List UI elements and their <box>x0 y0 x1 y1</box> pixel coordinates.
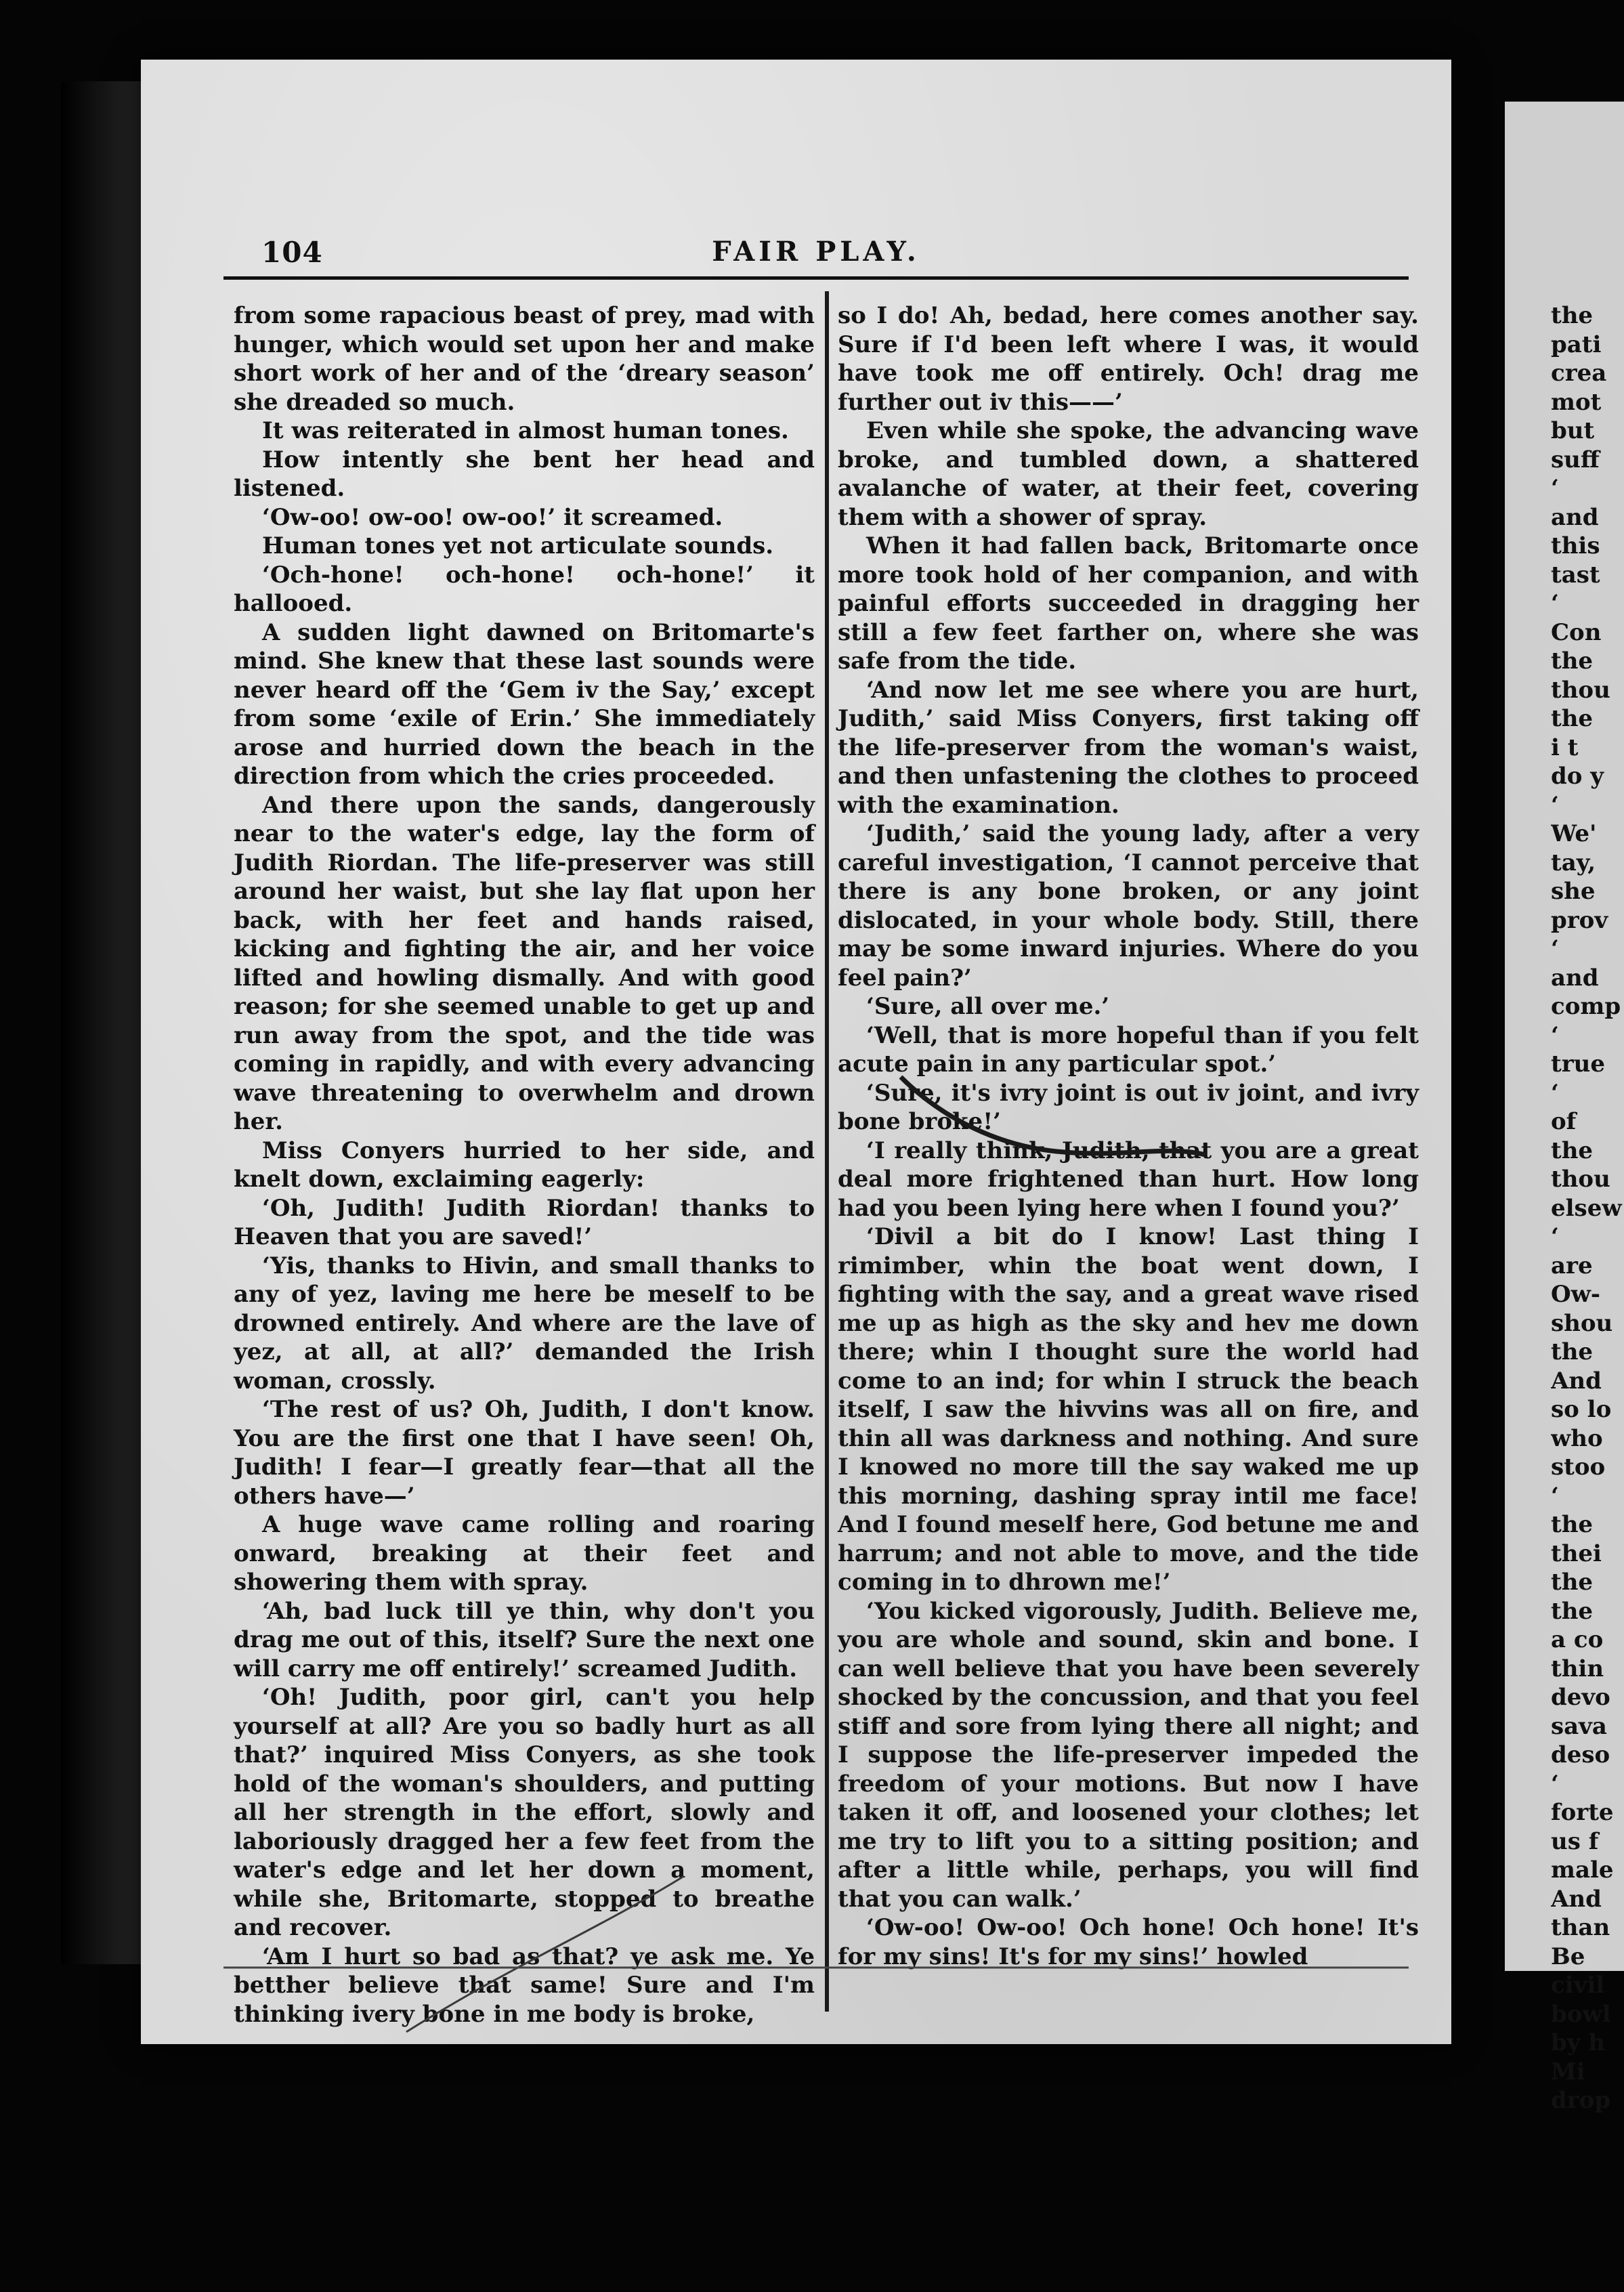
paragraph: ‘Yis, thanks to Hivin, and small thanks to any of yez, laving me here be meself to be drowned entirely. And where are the lave of yez, at all, at all?’ demanded the Irish woman, crossly. <box>234 1252 815 1395</box>
fragment-line: thei <box>1551 1540 1602 1567</box>
paragraph: ‘I really think, Judith, that you are a great deal more frightened than hurt. How long had you been lying here when I found you?’ <box>838 1137 1419 1222</box>
paragraph: ‘You kicked vigorously, Judith. Believe me, you are whole and sound, skin and bone. I can well believe that you have been severely shocked by the concussion, and that you feel stiff and sore from lying there all night; and I suppose the life-preserver impeded the freedom of your motions. But now I have taken it off, and loosened your clothes; let me try to lift you to a sitting position; and after a little while, perhaps, you will find that you can walk.’ <box>838 1597 1419 1913</box>
fragment-line: a co <box>1551 1626 1604 1653</box>
fragment-line: devo <box>1551 1684 1610 1711</box>
fragment-line: are <box>1551 1252 1593 1279</box>
fragment-line: forte <box>1551 1799 1614 1826</box>
fragment-line: and <box>1551 964 1599 992</box>
fragment-line: us f <box>1551 1827 1599 1855</box>
paragraph: Miss Conyers hurried to her side, and knelt down, exclaiming eagerly: <box>234 1137 815 1193</box>
fragment-line: ‘ <box>1551 1223 1559 1250</box>
paragraph: ‘Am I hurt so bad as that? ye ask me. Ye betther believe that same! Sure and I'm thinking ivery bone in me body is broke, <box>234 1943 815 2028</box>
running-head: FAIR PLAY. <box>712 236 920 268</box>
fragment-line: tay, <box>1551 849 1596 876</box>
column-rule <box>825 291 829 2012</box>
paragraph: ‘And now let me see where you are hurt, Judith,’ said Miss Conyers, first taking off the life-preserver from the woman's waist, and then unfastening the clothes to proceed with the examination. <box>838 676 1419 819</box>
fragment-line: male <box>1551 1856 1614 1884</box>
fragment-line: pati <box>1551 331 1602 358</box>
header-rule <box>223 276 1409 280</box>
paragraph: ‘Sure, it's ivry joint is out iv joint, and ivry bone broke!’ <box>838 1079 1419 1135</box>
fragment-line: elsew <box>1551 1194 1622 1222</box>
fragment-line: ‘ <box>1551 935 1559 962</box>
fragment-line: thin <box>1551 1655 1604 1682</box>
fragment-line: ‘ <box>1551 791 1559 819</box>
fragment-line: deso <box>1551 1741 1610 1768</box>
fragment-line: stoo <box>1551 1453 1606 1481</box>
fragment-line: the <box>1551 1338 1594 1365</box>
fragment-line: Mi <box>1551 2058 1585 2085</box>
paragraph: It was reiterated in almost human tones. <box>262 417 789 444</box>
paragraph: Even while she spoke, the advancing wave broke, and tumbled down, a shattered avalanche of water, at their feet, covering them with a shower of spray. <box>838 417 1419 531</box>
fragment-line: ‘ <box>1551 1482 1559 1510</box>
fragment-line: sava <box>1551 1712 1607 1740</box>
paragraph: A sudden light dawned on Britomarte's mind. She knew that these last sounds were never heard off the ‘Gem iv the Say,’ except from some ‘exile of Erin.’ She immediately arose and hurried down the beach in the direction from which the cries proceeded. <box>234 618 815 790</box>
paragraph: ‘Judith,’ said the young lady, after a very careful investigation, ‘I cannot perceive that there is any bone broken, or any joint dislocated, in your whole body. Still, there may be some inward injuries. Where do you feel pain?’ <box>838 820 1419 992</box>
fragment-line: the <box>1551 1511 1594 1538</box>
paragraph: ‘The rest of us? Oh, Judith, I don't know. You are the first one that I have seen! Oh, Judith! I fear—I greatly fear—that all the others have—’ <box>234 1396 815 1510</box>
right-column <box>838 301 1419 1971</box>
fragment-line: i t <box>1551 734 1579 761</box>
paragraph: ‘Och-hone! och-hone! och-hone!’ it hallooed. <box>234 561 815 617</box>
paragraph: Human tones yet not articulate sounds. <box>262 532 774 559</box>
paragraph: ‘Divil a bit do I know! Last thing I rimimber, whin the boat went down, I fighting with the say, and a great wave rised me up as high as the sky and hev me down there; whin I thought sure the world had come to an ind; for whin I struck the beach itself, I saw the hivvins was all on fire, and thin all was darkness and nothing. And sure I knowed no more till the say waked me up this morning, dashing spray intil me face! And I found meself here, God betune me and harrum; and not able to move, and the tide coming in to dhrown me!’ <box>838 1223 1419 1596</box>
paragraph: And there upon the sands, dangerously near to the water's edge, lay the form of Judith Riordan. The life-preserver was still around her waist, but she lay flat upon her back, with her feet and hands raised, kicking and fighting the air, and her voice lifted and howling dismally. And with good reason; for she seemed unable to get up and run away from the spot, and the tide was coming in rapidly, and with every advancing wave threatening to overwhelm and drown her. <box>234 791 815 1135</box>
fragment-line: civil <box>1551 1972 1605 1999</box>
fragment-line: shou <box>1551 1309 1613 1337</box>
fragment-line: bowl <box>1551 2000 1611 2028</box>
page-number: 104 <box>261 236 323 269</box>
fragment-line: Con <box>1551 618 1602 646</box>
fragment-line: ‘ <box>1551 1079 1559 1107</box>
paragraph: ‘Sure, all over me.’ <box>866 993 1110 1020</box>
fragment-line: comp <box>1551 993 1621 1020</box>
fragment-line: prov <box>1551 906 1608 934</box>
fragment-line: crea <box>1551 360 1607 387</box>
paragraph: so I do! Ah, bedad, here comes another say. Sure if I'd been left where I was, it would have took me off entirely. Och! drag me further out iv this——’ <box>838 302 1419 416</box>
fragment-line: and <box>1551 503 1599 531</box>
fragment-line: tast <box>1551 561 1600 589</box>
fragment-line: thou <box>1551 1166 1610 1193</box>
fragment-line: We' <box>1551 820 1597 847</box>
paragraph: When it had fallen back, Britomarte once more took hold of her companion, and with painful efforts succeeded in dragging her still a few feet farther on, where she was safe from the tide. <box>838 532 1419 675</box>
fragment-line: true <box>1551 1050 1605 1078</box>
fragment-line: mot <box>1551 388 1602 416</box>
fragment-line: suff <box>1551 446 1600 473</box>
paragraph: A huge wave came rolling and roaring onward, breaking at their feet and showering them with spray. <box>234 1511 815 1596</box>
fragment-line: the <box>1551 648 1594 675</box>
fragment-line: And <box>1551 1885 1602 1913</box>
fragment-line: so lo <box>1551 1396 1612 1423</box>
fragment-line: ‘ <box>1551 590 1559 617</box>
fragment-line: she <box>1551 878 1596 905</box>
paragraph: ‘Ow-oo! ow-oo! ow-oo!’ it screamed. <box>262 503 723 531</box>
paragraph: ‘Oh! Judith, poor girl, can't you help yourself at all? Are you so badly hurt as all that?’ inquired Miss Conyers, as she took hold of the woman's shoulders, and putting all her strength in the effort, slowly and laboriously dragged her a few feet from the water's edge and let her down a moment, while she, Britomarte, stopped to breathe and recover. <box>234 1684 815 1941</box>
fragment-line: Ow- <box>1551 1281 1600 1308</box>
paragraph: from some rapacious beast of prey, mad with hunger, which would set upon her and make short work of her and of the ‘dreary season’ she dreaded so much. <box>234 302 815 416</box>
paragraph: How intently she bent her head and listened. <box>234 446 815 502</box>
fragment-line: who <box>1551 1424 1603 1452</box>
fragment-line: than <box>1551 1914 1610 1941</box>
left-column <box>234 301 815 2029</box>
fragment-line: by h <box>1551 2029 1606 2056</box>
fragment-line: ‘ <box>1551 475 1559 502</box>
fragment-line: Be <box>1551 1943 1585 1970</box>
fragment-line: ‘ <box>1551 1021 1559 1049</box>
fragment-line: the <box>1551 1137 1594 1164</box>
fragment-line: the <box>1551 1597 1594 1625</box>
fragment-line: do y <box>1551 763 1604 790</box>
fragment-line: but <box>1551 417 1595 444</box>
fragment-line: this <box>1551 532 1600 559</box>
fragment-line: ‘ <box>1551 1770 1559 1798</box>
fragment-line: the <box>1551 302 1594 329</box>
fragment-line: thou <box>1551 676 1610 704</box>
fragment-line: And <box>1551 1367 1602 1395</box>
fragment-line: of <box>1551 1108 1577 1135</box>
fragment-line: drop <box>1551 2087 1611 2114</box>
fragment-line: the <box>1551 1569 1594 1596</box>
paragraph: ‘Well, that is more hopeful than if you felt acute pain in any particular spot.’ <box>838 1021 1419 1078</box>
paragraph: ‘Oh, Judith! Judith Riordan! thanks to Heaven that you are saved!’ <box>234 1194 815 1250</box>
paragraph: ‘Ah, bad luck till ye thin, why don't you drag me out of this, itself? Sure the next one will carry me off entirely!’ screamed Judith. <box>234 1597 815 1682</box>
paragraph: ‘Ow-oo! Ow-oo! Och hone! Och hone! It's for my sins! It's for my sins!’ howled <box>838 1914 1419 1970</box>
next-page-text-fragment <box>1551 301 1624 2115</box>
fragment-line: the <box>1551 705 1594 732</box>
page-header <box>223 233 1409 274</box>
